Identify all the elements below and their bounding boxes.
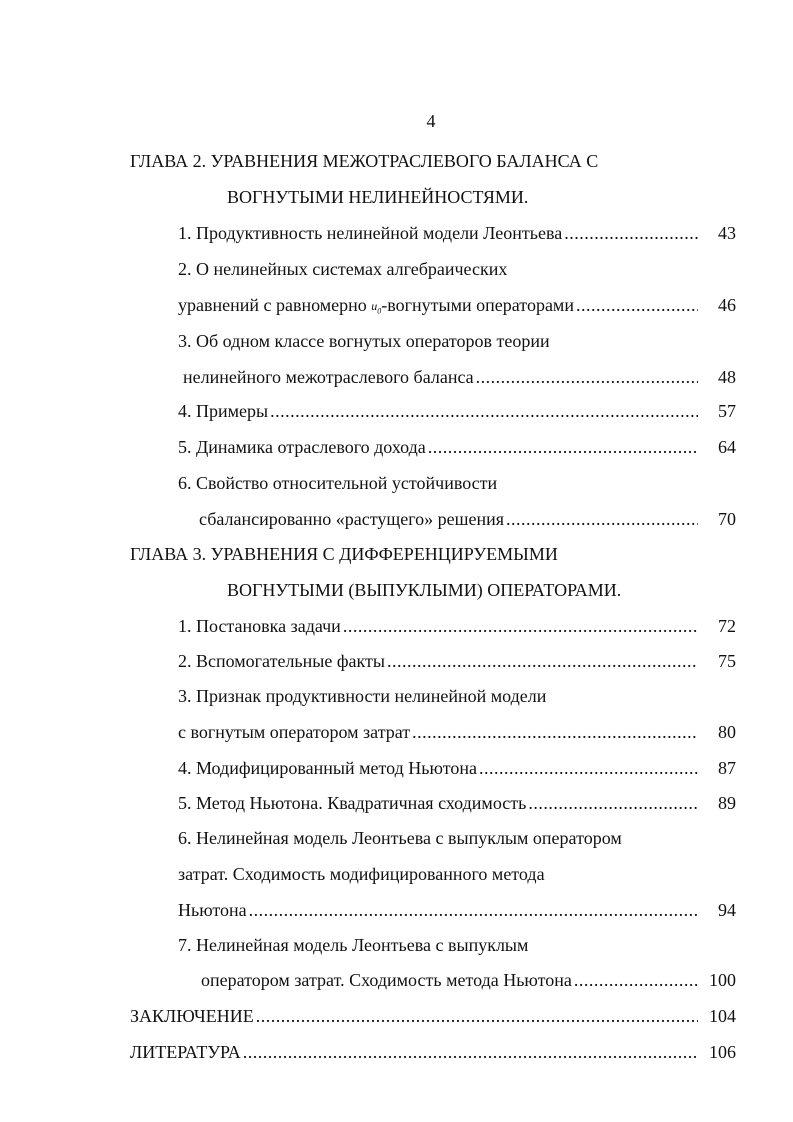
leader-dots — [476, 366, 698, 388]
toc-entry-title: 1. Продуктивность нелинейной модели Леонтьева — [178, 223, 563, 243]
leader-dots — [428, 436, 698, 458]
toc-entry-title: 4. Модифицированный метод Ньютона — [178, 758, 477, 778]
toc-entry[interactable] — [178, 294, 736, 323]
leader-dots — [576, 294, 698, 316]
leader-dots — [249, 899, 698, 921]
title-part: -вогнутыми операторами — [381, 295, 574, 315]
leader-dots — [256, 1005, 698, 1027]
toc-entry-page: 87 — [718, 758, 736, 778]
toc-entry-page: 70 — [718, 509, 736, 529]
toc-entry-title: 4. Примеры — [178, 401, 269, 421]
leader-dots — [574, 969, 698, 991]
toc-entry-page: 46 — [718, 295, 736, 315]
toc-entry-title-line1: 6. Нелинейная модель Леонтьева с выпуклым оператором — [178, 828, 622, 848]
toc-entry[interactable] — [130, 1005, 736, 1027]
toc-entry[interactable] — [183, 366, 736, 388]
toc-entry[interactable] — [201, 969, 736, 991]
math-u: u — [371, 299, 378, 313]
toc-entry-page: 43 — [718, 223, 736, 243]
title-part: уравнений с равномерно — [178, 295, 372, 315]
leader-dots — [387, 650, 698, 672]
toc-entry-title: сбалансированно «растущего» решения — [199, 509, 505, 529]
toc-entry-title: 1. Постановка задачи — [178, 616, 341, 636]
leader-dots — [243, 1041, 698, 1063]
toc-entry-page: 72 — [718, 616, 736, 636]
toc-entry-page: 80 — [718, 722, 736, 742]
toc-entry-title-line1: 2. О нелинейных системах алгебраических — [178, 259, 508, 279]
toc-entry-title-line2: затрат. Сходимость модифицированного метода — [178, 864, 545, 884]
toc-entry-title-line1: 3. Признак продуктивности нелинейной модели — [178, 686, 547, 706]
leader-dots — [343, 615, 698, 637]
toc-entry[interactable] — [130, 1041, 736, 1063]
toc-entry-page: 75 — [718, 651, 736, 671]
page-number: 4 — [426, 111, 436, 131]
toc-entry[interactable] — [178, 615, 736, 637]
toc-entry-title: нелинейного межотраслевого баланса — [183, 367, 474, 387]
leader-dots — [528, 792, 698, 814]
toc-entry-title: 5. Динамика отраслевого дохода — [178, 437, 426, 457]
math-sub: 0 — [377, 306, 382, 316]
toc-entry-page: 89 — [718, 793, 736, 813]
toc-entry[interactable] — [199, 508, 736, 530]
toc-entry-title: ЛИТЕРАТУРА — [130, 1042, 241, 1062]
chapter3-title-line1: ГЛАВА 3. УРАВНЕНИЯ С ДИФФЕРЕНЦИРУЕМЫМИ — [130, 544, 558, 564]
toc-entry-title — [178, 294, 574, 323]
toc-entry-title: с вогнутым оператором затрат — [178, 722, 411, 742]
leader-dots — [564, 222, 698, 244]
toc-entry-title: Ньютона — [178, 900, 247, 920]
toc-entry[interactable] — [178, 792, 736, 814]
chapter2-title-line2: ВОГНУТЫМИ НЕЛИНЕЙНОСТЯМИ. — [227, 187, 529, 207]
toc-entry[interactable] — [178, 721, 736, 743]
toc-entry-page: 48 — [718, 367, 736, 387]
chapter2-title-line1: ГЛАВА 2. УРАВНЕНИЯ МЕЖОТРАСЛЕВОГО БАЛАНСА С — [130, 151, 599, 171]
toc-entry-title: оператором затрат. Сходимость метода Ньютона — [201, 970, 572, 990]
toc-entry-title: 5. Метод Ньютона. Квадратичная сходимость — [178, 793, 527, 813]
toc-entry[interactable] — [178, 757, 736, 779]
toc-entry-page: 106 — [709, 1042, 736, 1062]
leader-dots — [479, 757, 698, 779]
leader-dots — [412, 721, 698, 743]
toc-entry[interactable] — [178, 400, 736, 422]
toc-entry[interactable] — [178, 222, 736, 244]
toc-entry-page: 64 — [718, 437, 736, 457]
toc-entry[interactable] — [178, 899, 736, 921]
chapter3-title-line2: ВОГНУТЫМИ (ВЫПУКЛЫМИ) ОПЕРАТОРАМИ. — [227, 580, 622, 600]
toc-entry-title-line1: 6. Свойство относительной устойчивости — [178, 473, 498, 493]
toc-entry-page: 94 — [718, 900, 736, 920]
toc-entry-title-line1: 3. Об одном классе вогнутых операторов теории — [178, 331, 550, 351]
toc-entry-title: 2. Вспомогательные факты — [178, 651, 385, 671]
toc-entry-page: 100 — [709, 970, 736, 990]
toc-entry[interactable] — [178, 650, 736, 672]
toc-entry-title: ЗАКЛЮЧЕНИЕ — [130, 1006, 254, 1026]
toc-entry-page: 104 — [709, 1006, 736, 1026]
math-u0 — [371, 299, 382, 316]
leader-dots — [270, 400, 698, 422]
toc-entry-title-line1: 7. Нелинейная модель Леонтьева с выпуклым — [178, 935, 529, 955]
toc-entry[interactable] — [178, 436, 736, 458]
leader-dots — [506, 508, 698, 530]
toc-entry-page: 57 — [718, 401, 736, 421]
